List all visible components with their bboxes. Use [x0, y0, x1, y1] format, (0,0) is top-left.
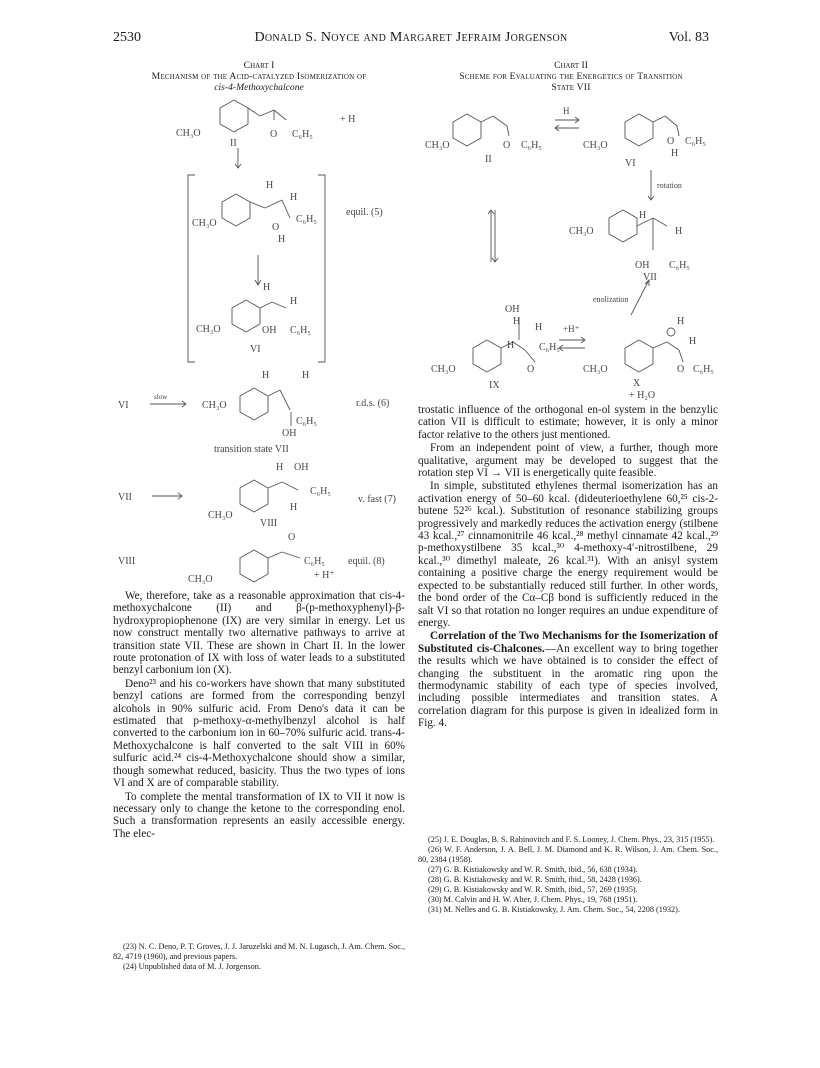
c2-ii-ring [453, 114, 481, 146]
c2-vi-o: O [667, 136, 675, 147]
equil-8-label: equil. (8) [348, 556, 385, 567]
c2-vi-ring [625, 114, 653, 146]
final-o-label: O [288, 532, 296, 543]
footnote-24: (24) Unpublished data of M. J. Jorgenson. [123, 962, 261, 971]
vi-h-top: H [263, 282, 271, 293]
protonated-ch3o-label: CH₃O [192, 218, 217, 229]
transition-state-label: transition state VII [214, 444, 289, 455]
right-paragraph-4: —An excellent way to bring together the results which we have obtained is to consider the effect of changing the substituent in the aromatic ring upon the thermodynamic stability of each type of species involved, including possible intermediates and transition states. A correlation diagram for this purpose is given in idealized form in Fig. 4. [418, 642, 718, 730]
enolization-arrow [631, 280, 649, 315]
chart-1-title-line1: Mechanism of the Acid-catalyzed Isomerization of [151, 71, 367, 82]
c2-x-o: O [677, 364, 685, 375]
chart-1-scheme [110, 90, 410, 590]
c2-arrow-h: H [563, 106, 570, 116]
vii-h-left: H [262, 370, 270, 381]
c2-x-ch3o: CH₃O [583, 364, 608, 375]
chart-2-scheme [413, 100, 729, 400]
page-number: 2530 [113, 30, 141, 45]
c2-vii-ring [609, 210, 637, 242]
c2-x-h-right: H [689, 336, 697, 347]
c2-vii-h-right: H [675, 226, 683, 237]
footnote-28: (28) G. B. Kistiakowsky and W. R. Smith, ibid., 58, 2428 (1936). [428, 875, 642, 884]
c2-plus-hplus: +H⁺ [563, 324, 580, 334]
left-column [113, 590, 405, 841]
ii-ch3o-label: CH₃O [176, 128, 201, 139]
enolization-label: enolization [593, 295, 629, 304]
chart-2-caption [413, 60, 729, 93]
left-paragraph-2: Deno²³ and his co-workers have shown that many substituted benzyl cations are formed from the corresponding benzyl alcohols in 90% sulfuric acid. From Deno's data it can be estimated that p-methoxy-α-methylbenzyl alcohol is half converted to the carbonium ion in 60–70% sulfuric acid. trans-4-Methoxychalcone is half converted to the salt VIII in 60% sulfuric acid.²⁴ cis-4-Methoxychalcone should show a similar, though somewhat reduced, basicity. Thus the two types of ions VI and X are of comparable stability. [113, 677, 405, 790]
c2-vi-c6h5: C₆H₅ [685, 136, 706, 147]
viii-ch3o-label: CH₃O [208, 510, 233, 521]
author-line: Donald S. Noyce and Margaret Jefraim Jorgenson [254, 30, 568, 45]
final-c6h5-label: C₆H₅ [304, 556, 325, 567]
ii-benzene-ring [220, 100, 248, 132]
c2-ii-label: II [485, 154, 492, 165]
viii-compound-label: VIII [260, 518, 278, 529]
bracket-right [318, 175, 325, 362]
chart-1-caption [113, 60, 405, 93]
vi-c6h5-label: C₆H₅ [290, 325, 311, 336]
step-6-reactant: VI [118, 400, 129, 411]
equil-5-label: equil. (5) [346, 207, 383, 218]
footnote-26: (26) W. F. Anderson, J. A. Bell, J. M. Diamond and K. R. Wilson, J. Am. Chem. Soc., 80, 2384 (1958). [418, 845, 718, 864]
footnote-29: (29) G. B. Kistiakowsky and W. R. Smith, ibid., 57, 269 (1935). [428, 885, 638, 894]
c2-x-c6h5: C₆H₅ [693, 364, 714, 375]
ii-o-label: O [270, 129, 278, 140]
chart-2-title-line1: Scheme for Evaluating the Energetics of Transition [459, 71, 683, 82]
slow-label: slow [154, 393, 168, 401]
step-7-reactant: VII [118, 492, 132, 503]
c2-ii-c6h5: C₆H₅ [521, 140, 542, 151]
last-ring [240, 550, 268, 582]
footnote-31: (31) M. Nelles and G. B. Kistiakowsky, J. Am. Chem. Soc., 54, 2208 (1932). [428, 905, 680, 914]
c2-ix-o: O [527, 364, 535, 375]
viii-oh-label: OH [294, 462, 309, 473]
c2-x-ring [625, 340, 653, 372]
right-paragraph-1: trostatic influence of the orthogonal en-ol system in the benzylic cation VII is difficult to estimate; however, it is only a minor factor relative to the others just mentioned. [418, 404, 718, 441]
right-paragraph-2: From an independent point of view, a further, though more qualitative, argument may be developed to suggest that the rotation step VI → VII is energetically quite feasible. [418, 442, 718, 480]
protonated-ring [222, 194, 250, 226]
c2-ix-h2: H [535, 322, 543, 333]
plus-h-8: + H⁺ [314, 570, 335, 581]
rds-6-label: r.d.s. (6) [356, 398, 390, 409]
vi-ring [232, 300, 260, 332]
viii-c6h5-label: C₆H₅ [310, 486, 331, 497]
c2-vi-label: VI [625, 158, 636, 169]
c2-plus-water: + H₂O [629, 390, 656, 400]
c2-ii-o: O [503, 140, 511, 151]
vii-ch3o-label: CH₃O [202, 400, 227, 411]
c2-ix-c6h5: C₆H₅ [539, 342, 560, 353]
c2-vii-h-top: H [639, 210, 647, 221]
footnote-25: (25) J. E. Douglas, B. S. Rabinovitch and F. S. Looney, J. Chem. Phys., 23, 315 (1955). [428, 835, 715, 844]
c2-vii-ch3o: CH₃O [569, 226, 594, 237]
left-paragraph-1: We, therefore, take as a reasonable approximation that cis-4-methoxychalcone (II) and β-(p-methoxyphenyl)-β-hydroxypropiophenone (IX) are very similar in energy. Let us now construct mentally two alternative pathways to arrive at transition state VII. These are shown in Chart II. In the lower route protonation of IX with loss of water leads to a substituted benzyl carbonium ion (X). [113, 590, 405, 677]
c2-vi-ch3o: CH₃O [583, 140, 608, 151]
chart-2-label: Chart II [554, 60, 588, 71]
vi-h-right: H [290, 296, 298, 307]
c2-x-label: X [633, 378, 641, 389]
viii-ring [240, 480, 268, 512]
ii-compound-label: II [230, 138, 237, 149]
protonated-o-label: O [272, 222, 280, 233]
c2-ii-ch3o: CH₃O [425, 140, 450, 151]
vi-ch3o-label: CH₃O [196, 324, 221, 335]
step-8-reactant: VIII [118, 556, 136, 567]
footnote-27: (27) G. B. Kistiakowsky and W. R. Smith, ibid., 56, 638 (1934). [428, 865, 638, 874]
c2-vii-ho: OH [635, 260, 650, 271]
c2-ix-ch3o: CH₃O [431, 364, 456, 375]
final-ch3o-label: CH₃O [188, 574, 213, 585]
right-paragraph-3: In simple, substituted ethylenes thermal isomerization has an activation energy of 50–60 kcal. (dideuterioethylene 60,²⁵ cis-2-butene 52²⁶ kcal.). Substitution of resonance stabilizing groups progressively and markedly reduces the activation energy (stilbene 43 kcal.,²⁷ cinnamonitrile 46 kcal.,²⁸ methyl cinnamate 42 kcal.,²⁹ p-methoxystilbene 35 kcal.,³⁰ 4-methoxy-4′-nitrostilbene, 29 kcal.,³⁰ dimethyl maleate, 26 kcal.³¹). With an anisyl system containing a positive charge the energy requirement would be expected to be substantially reduced still further. In other words, the bond order of the Cα–Cβ bond is sufficiently reduced in the salt VI so that rotation no longer requires an undue expenditure of energy. [418, 480, 718, 629]
chart-1-label: Chart I [243, 60, 275, 71]
section-heading: Correlation of the Two Mechanisms for the Isomerization of Substituted cis-Chalcones. [418, 630, 718, 655]
viii-h-label: H [276, 462, 284, 473]
vii-oh-label: OH [282, 428, 297, 439]
c2-vi-h: H [671, 148, 679, 159]
h-right-label: H [290, 192, 298, 203]
right-footnotes [418, 835, 718, 915]
protonated-c6h5-label: C₆H₅ [296, 214, 317, 225]
c2-ix-h1: H [513, 316, 521, 327]
vi-oh-label: OH [262, 325, 277, 336]
chart-2-title-line2: State VII [551, 82, 591, 93]
bracket-left [188, 175, 195, 362]
left-footnotes [113, 942, 405, 972]
left-paragraph-3: To complete the mental transformation of IX to VII it now is necessary only to change the ketone to the corresponding enol. Such a transformation represents an easily accessible energy. The elec- [113, 790, 405, 840]
ii-plus-h: + H [340, 114, 356, 125]
protonated-h-label: H [278, 234, 286, 245]
vfast-7-label: v. fast (7) [358, 494, 396, 505]
ii-c6h5-label: C₆H₅ [292, 129, 313, 140]
c2-ix-oh: OH [505, 304, 520, 315]
c2-x-h-top: H [677, 316, 685, 327]
vii-c6h5-label: C₆H₅ [296, 416, 317, 427]
footnote-30: (30) M. Calvin and H. W. Alter, J. Chem. Phys., 19, 768 (1951). [428, 895, 638, 904]
h-top-label: H [266, 180, 274, 191]
c2-vii-c6h5: C₆H₅ [669, 260, 690, 271]
c2-ix-ring [473, 340, 501, 372]
footnote-23: (23) N. C. Deno, P. T. Groves, J. J. Jaruzelski and M. N. Lugasch, J. Am. Chem. Soc., 82, 4719 (1960), and previous papers. [113, 942, 405, 961]
running-header [113, 30, 709, 48]
c2-ix-label: IX [489, 380, 500, 391]
vii-ring [240, 388, 268, 420]
rotation-label: rotation [657, 181, 682, 190]
c2-ix-h3: H [507, 340, 515, 351]
vii-h-right: H [302, 370, 310, 381]
volume-label: Vol. 83 [668, 30, 709, 45]
c2-vii-label: VII [643, 272, 657, 283]
right-column [418, 404, 718, 731]
viii-h-lower: H [290, 502, 298, 513]
vi-compound-label: VI [250, 344, 261, 355]
chart-1-title-line2: cis-4-Methoxychalcone [214, 82, 304, 93]
